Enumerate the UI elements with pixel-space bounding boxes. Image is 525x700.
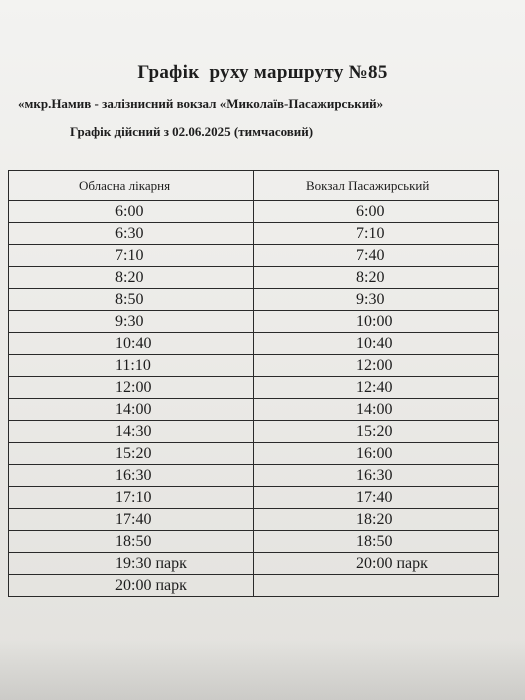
schedule-table [8,170,499,597]
table-row [9,223,499,245]
departure-hospital: 14:00 [9,399,254,421]
departure-station: 14:00 [254,399,499,421]
table-body [9,201,499,597]
departure-station: 7:10 [254,223,499,245]
departure-station: 12:40 [254,377,499,399]
departure-hospital: 8:20 [9,267,254,289]
departure-hospital: 18:50 [9,531,254,553]
table-row [9,443,499,465]
departure-station: 9:30 [254,289,499,311]
table-row [9,289,499,311]
route-subtitle: «мкр.Намив - залізнисний вокзал «Миколаїв-Пасажирський» [18,96,384,111]
departure-hospital: 20:00 парк [9,575,254,597]
departure-station: 16:30 [254,465,499,487]
table-row [9,267,499,289]
departure-hospital: 7:10 [9,245,254,267]
table-row [9,553,499,575]
departure-hospital: 11:10 [9,355,254,377]
table-row [9,311,499,333]
departure-hospital: 19:30 парк [9,553,254,575]
table-header-row [9,171,499,201]
departure-hospital: 17:40 [9,509,254,531]
header-vokzal-pasazhyrskyi: Вокзал Пасажирський [254,171,499,201]
departure-station [254,575,499,597]
table-row [9,355,499,377]
departure-station: 10:40 [254,333,499,355]
departure-hospital: 15:20 [9,443,254,465]
table-row [9,487,499,509]
departure-station: 20:00 парк [254,553,499,575]
table-row [9,201,499,223]
table-row [9,377,499,399]
validity-note: Графік дійсний з 02.06.2025 (тимчасовий) [70,124,314,139]
departure-station: 17:40 [254,487,499,509]
document-title: Графік руху маршруту №85 [137,62,388,83]
departure-station: 16:00 [254,443,499,465]
table-row [9,399,499,421]
departure-hospital: 8:50 [9,289,254,311]
departure-station: 12:00 [254,355,499,377]
departure-hospital: 6:00 [9,201,254,223]
departure-hospital: 12:00 [9,377,254,399]
departure-station: 10:00 [254,311,499,333]
departure-hospital: 14:30 [9,421,254,443]
table-row [9,509,499,531]
table-row [9,245,499,267]
departure-hospital: 17:10 [9,487,254,509]
departure-station: 18:20 [254,509,499,531]
departure-hospital: 16:30 [9,465,254,487]
table-row [9,465,499,487]
surface-shadow [0,640,525,700]
departure-station: 6:00 [254,201,499,223]
table-row [9,421,499,443]
departure-hospital: 6:30 [9,223,254,245]
table-row [9,333,499,355]
departure-station: 15:20 [254,421,499,443]
departure-station: 7:40 [254,245,499,267]
table-row [9,531,499,553]
table-row [9,575,499,597]
departure-station: 8:20 [254,267,499,289]
departure-station: 18:50 [254,531,499,553]
departure-hospital: 10:40 [9,333,254,355]
header-oblasna-likarnia: Обласна лікарня [9,171,254,201]
departure-hospital: 9:30 [9,311,254,333]
